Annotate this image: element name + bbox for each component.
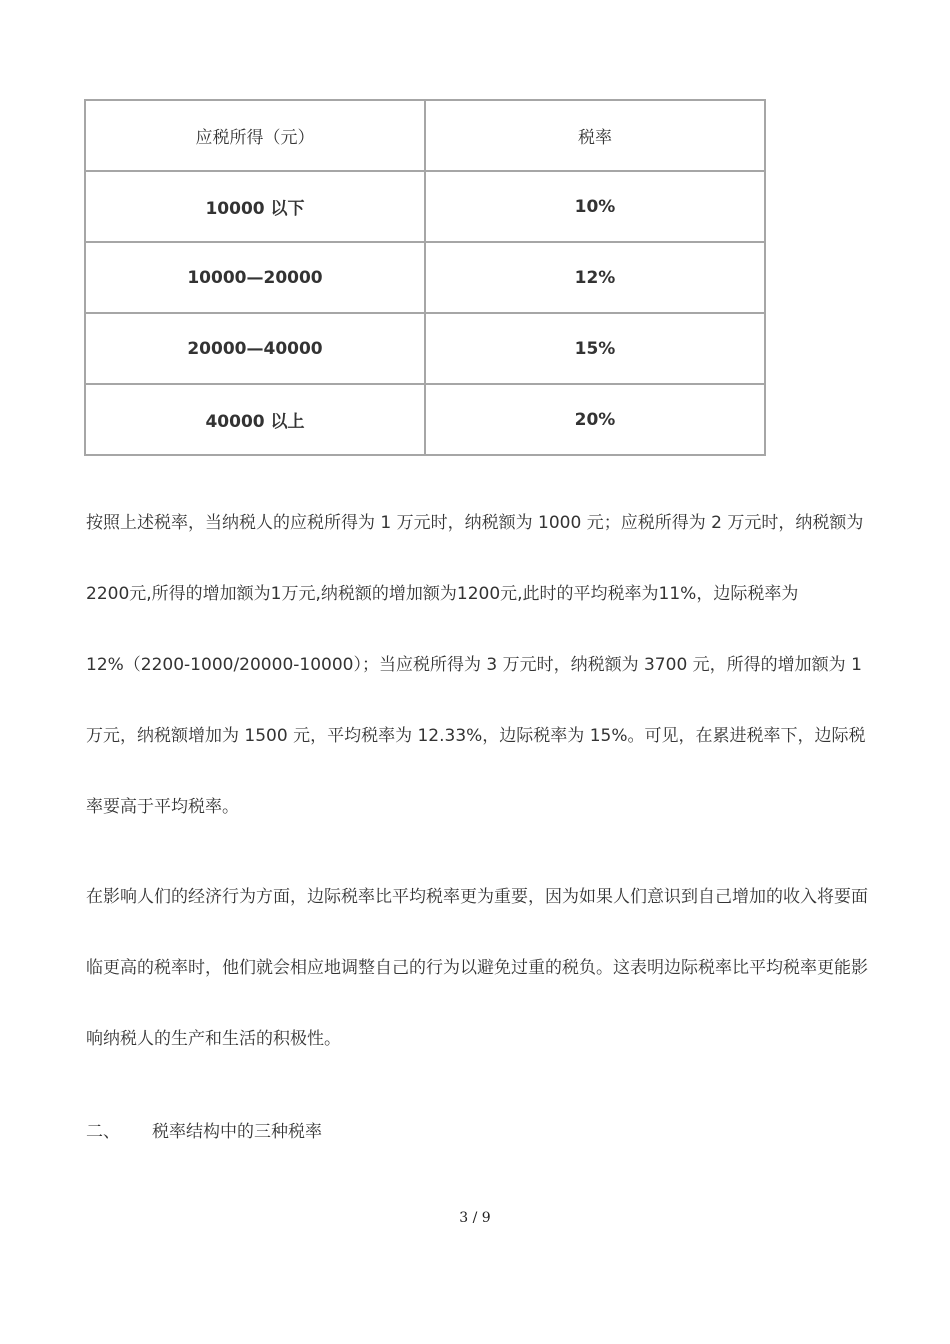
- cell-rate: 12%: [425, 242, 765, 313]
- paragraph-marginal-rate-importance: 在影响人们的经济行为方面，边际税率比平均税率更为重要，因为如果人们意识到自己增加的收入将要面临更高的税率时，他们就会相应地调整自己的行为以避免过重的税负。这表明边际税率比平均税率更能影响纳税人的生产和生活的积极性。: [86, 887, 868, 1049]
- paragraph-marginal-rate-example: 按照上述税率，当纳税人的应税所得为 1 万元时，纳税额为 1000 元；应税所得为 2 万元时，纳税额为2200元,所得的增加额为1万元,纳税额的增加额为1200元,此时的平均税率为11%，边际税率为 12%（2200-1000/20000-10000）；当应税所得为 3 万元时，纳税额为 3700 元，所得的增加额为 1 万元，纳税额增加为 1500 元，平均税率为 12.33%，边际税率为 15%。可见，在累进税率下，边际税率要高于平均税率。: [86, 513, 866, 817]
- section-heading: [86, 1117, 322, 1142]
- cell-rate: 15%: [425, 313, 765, 384]
- tax-rate-table: [84, 99, 766, 456]
- cell-rate: 20%: [425, 384, 765, 455]
- table-row: [85, 384, 765, 455]
- header-tax-rate: 税率: [425, 100, 765, 171]
- cell-income: 10000—20000: [85, 242, 425, 313]
- section-number: 二、: [86, 1122, 120, 1142]
- table-row: [85, 171, 765, 242]
- page-number: 3 / 9: [459, 1210, 491, 1226]
- header-taxable-income: 应税所得（元）: [85, 100, 425, 171]
- cell-income: 40000 以上: [85, 384, 425, 455]
- cell-rate: 10%: [425, 171, 765, 242]
- section-title: 税率结构中的三种税率: [152, 1122, 322, 1142]
- table-header-row: [85, 100, 765, 171]
- cell-income: 20000—40000: [85, 313, 425, 384]
- cell-income: 10000 以下: [85, 171, 425, 242]
- table-row: [85, 242, 765, 313]
- table-row: [85, 313, 765, 384]
